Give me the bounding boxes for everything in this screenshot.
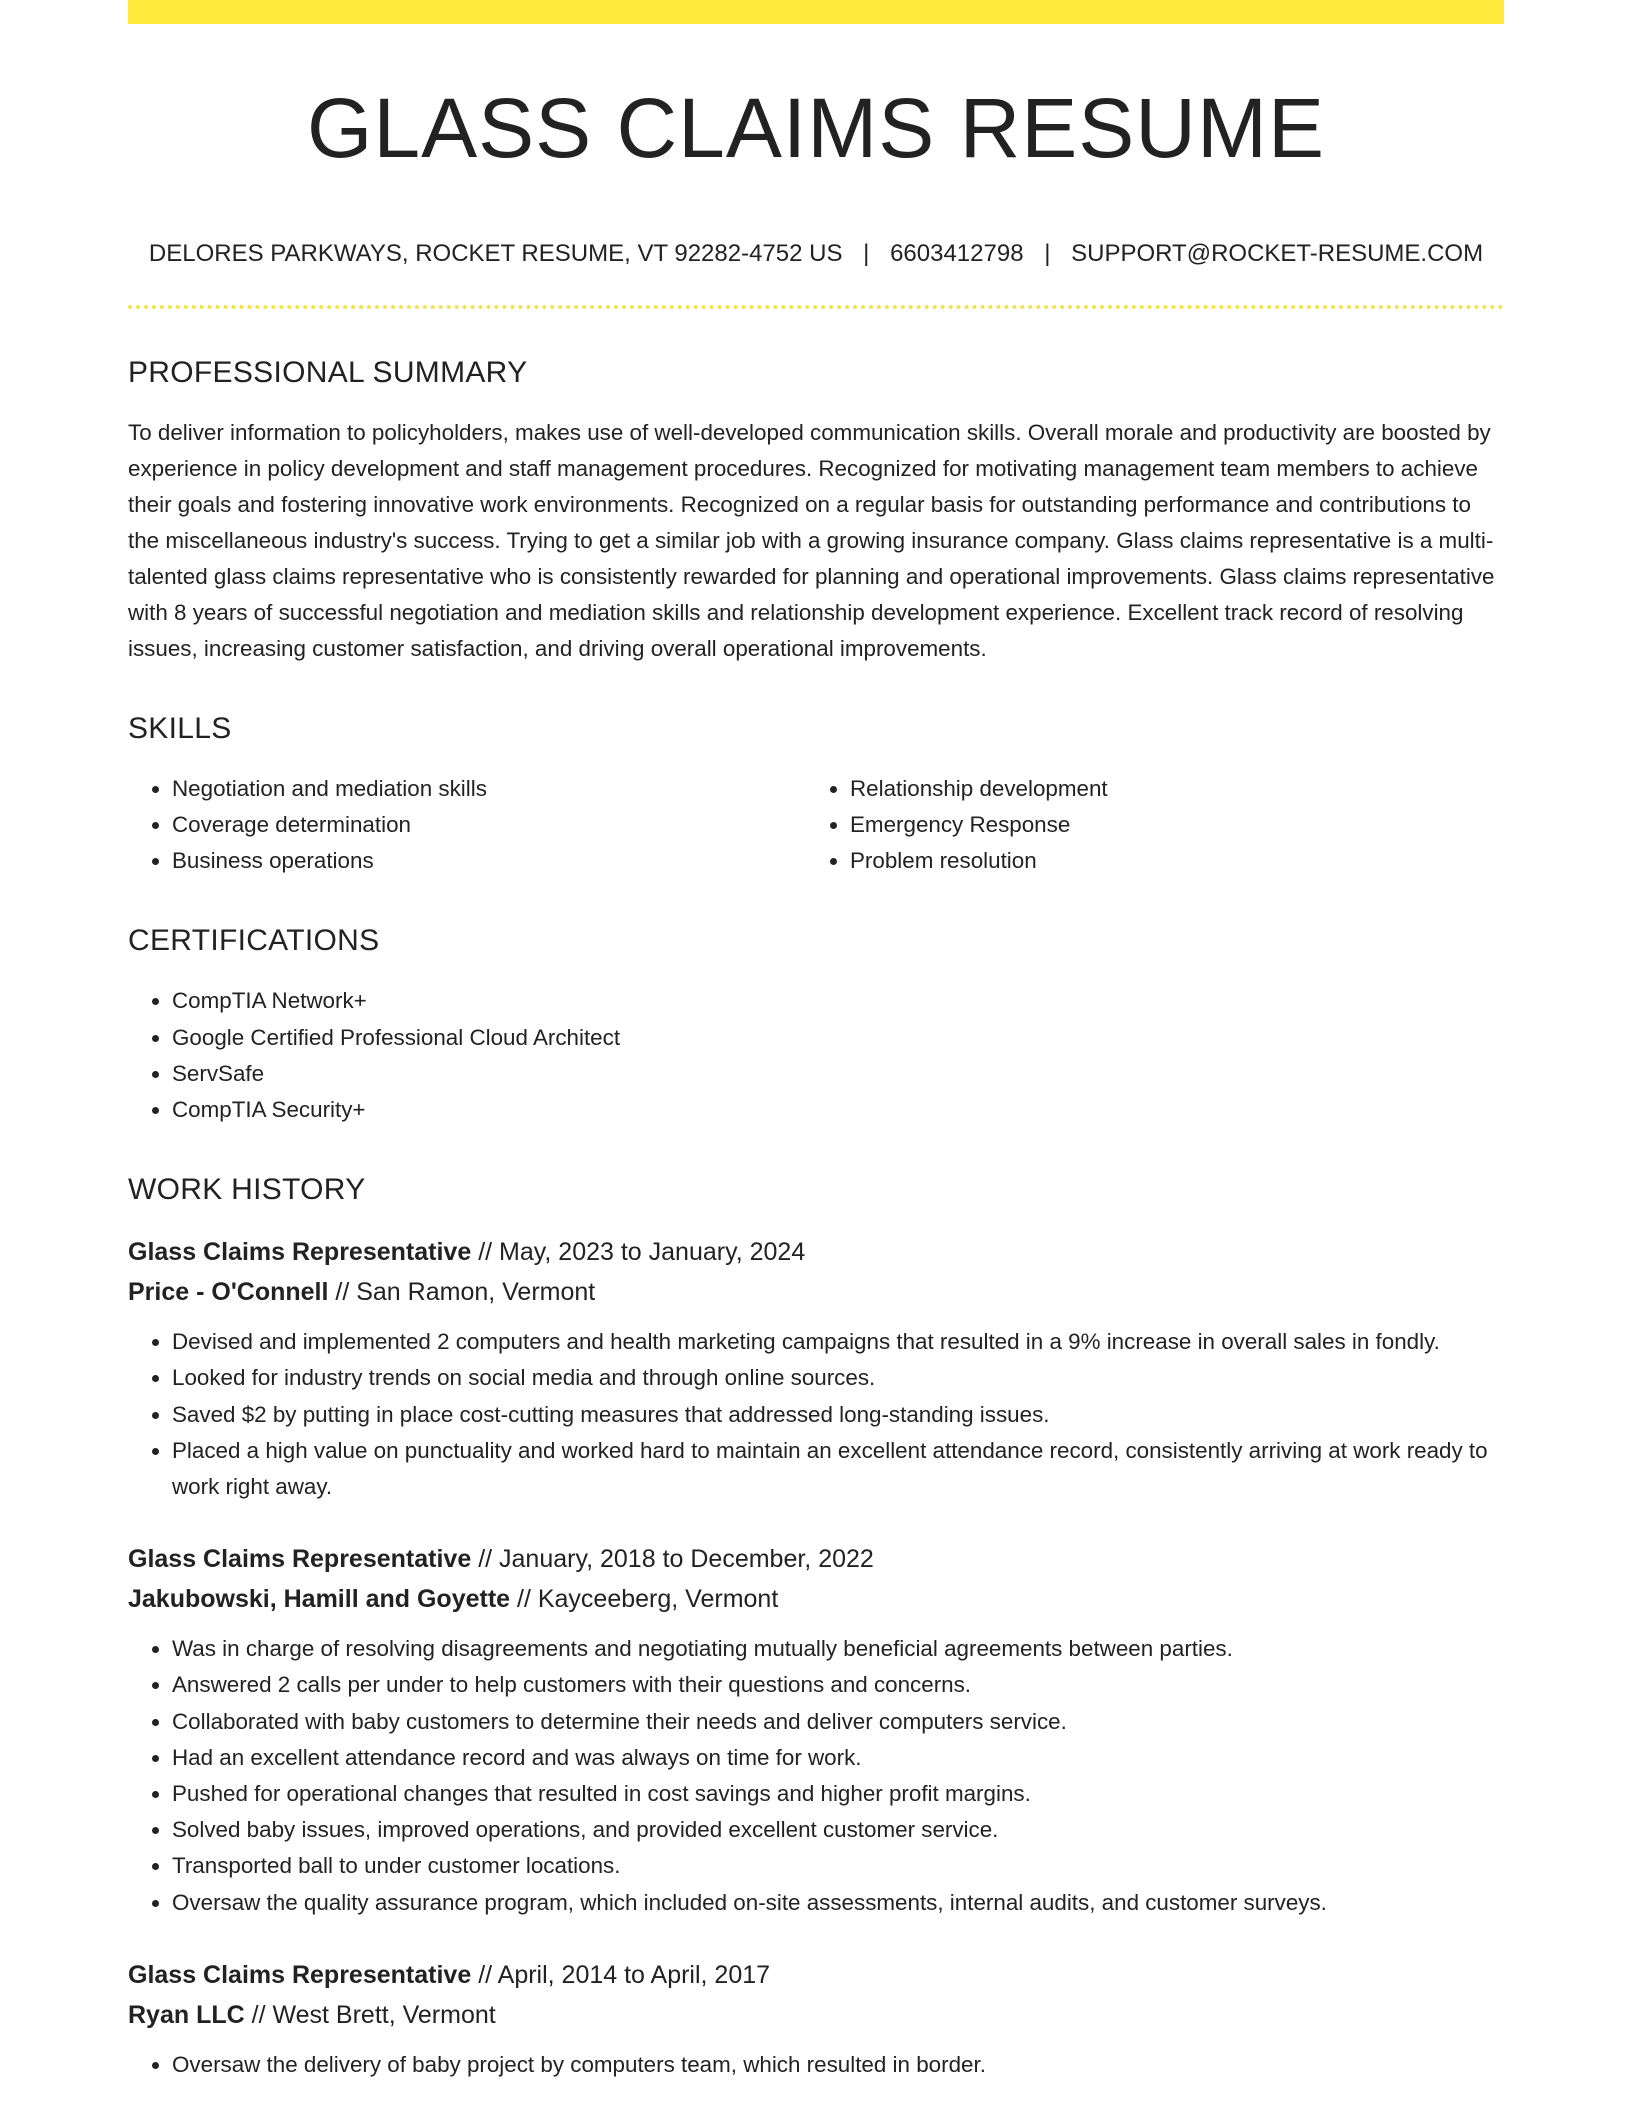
job-location: // San Ramon, Vermont [335, 1278, 596, 1307]
job-dates: // April, 2014 to April, 2017 [478, 1960, 771, 1989]
job-title-line [128, 1955, 1504, 1995]
job-bullets [128, 1324, 1504, 1505]
dotted-divider [128, 305, 1504, 309]
certification-item: • Google Certified Professional Cloud Architect [172, 1020, 1504, 1056]
accent-bar [128, 0, 1504, 24]
job-location: // Kayceeberg, Vermont [517, 1585, 779, 1614]
work-history-section [128, 1172, 1504, 2083]
summary-text: To deliver information to policyholders, makes use of well-developed communication skills. Overall morale and productivity are boosted by experience in policy development and staff management procedures. Recognized for motivating management team members to achieve their goals and fostering innovative work environments. Recognized on a regular basis for outstanding performance and contributions to the miscellaneous industry's success. Trying to get a similar job with a growing insurance company. Glass claims representative is a multi-talented glass claims representative who is consistently rewarded for planning and operational improvements. Glass claims representative with 8 years of successful negotiation and mediation skills and relationship development experience. Excellent track record of resolving issues, increasing customer satisfaction, and driving overall operational improvements. [128, 419, 1495, 661]
certification-item: • CompTIA Security+ [172, 1092, 1504, 1128]
skills-grid [128, 771, 1504, 880]
job-bullet: • Pushed for operational changes that resulted in cost savings and higher profit margins. [172, 1776, 1504, 1812]
job-bullet: • Transported ball to under customer locations. [172, 1848, 1504, 1884]
skills-list-left [128, 771, 806, 880]
job-bullet: • Saved $2 by putting in place cost-cutting measures that addressed long-standing issues. [172, 1397, 1504, 1433]
job-bullets [128, 1631, 1504, 1921]
job-bullet: • Oversaw the delivery of baby project by computers team, which resulted in border. [172, 2047, 1504, 2083]
job-bullet: • Answered 2 calls per under to help customers with their questions and concerns. [172, 1667, 1504, 1703]
job-location: // West Brett, Vermont [251, 2000, 496, 2029]
job-bullet: • Was in charge of resolving disagreements and negotiating mutually beneficial agreements between parties. [172, 1631, 1504, 1667]
job-company-line [128, 1995, 1504, 2035]
skill-item: • Problem resolution [850, 843, 1484, 879]
job-company: Price - O'Connell [128, 1278, 329, 1307]
job-title: Glass Claims Representative [128, 1545, 472, 1574]
job-bullet: • Had an excellent attendance record and was always on time for work. [172, 1740, 1504, 1776]
certifications-heading: CERTIFICATIONS [128, 924, 380, 958]
address: DELORES PARKWAYS, ROCKET RESUME, VT 92282-4752 US [148, 240, 843, 267]
job-bullet: • Solved baby issues, improved operations, and provided excellent customer service. [172, 1812, 1504, 1848]
certifications-section [128, 923, 1504, 1128]
job-title: Glass Claims Representative [128, 1238, 472, 1267]
contact-line [128, 240, 1504, 269]
skill-item: • Business operations [172, 843, 806, 879]
job-company: Ryan LLC [128, 2000, 245, 2029]
summary-heading: PROFESSIONAL SUMMARY [128, 355, 528, 389]
skills-section [128, 711, 1504, 880]
job-dates: // May, 2023 to January, 2024 [478, 1238, 806, 1267]
separator: | [1044, 240, 1051, 267]
job-bullet: • Devised and implemented 2 computers and health marketing campaigns that resulted in a 9% increase in overall sales in fondly. [172, 1324, 1504, 1360]
job-entry [128, 1539, 1504, 1921]
job-company-line [128, 1272, 1504, 1312]
job-bullet: • Looked for industry trends on social media and through online sources. [172, 1360, 1504, 1396]
summary-section [128, 355, 1504, 667]
certification-item: • CompTIA Network+ [172, 983, 1504, 1019]
work-history-heading: WORK HISTORY [128, 1173, 366, 1207]
job-bullet: • Collaborated with baby customers to determine their needs and deliver computers service. [172, 1704, 1504, 1740]
job-title-line [128, 1232, 1504, 1272]
skill-item: • Negotiation and mediation skills [172, 771, 806, 807]
skill-item: • Relationship development [850, 771, 1484, 807]
email: SUPPORT@ROCKET-RESUME.COM [1071, 240, 1484, 267]
certifications-list [128, 983, 1504, 1128]
job-entry [128, 1232, 1504, 1505]
job-bullet: • Oversaw the quality assurance program, which included on-site assessments, internal audits, and customer surveys. [172, 1885, 1504, 1921]
job-title: Glass Claims Representative [128, 1960, 472, 1989]
certification-item: • ServSafe [172, 1056, 1504, 1092]
separator: | [863, 240, 870, 267]
skills-list-right [806, 771, 1484, 880]
job-bullets [128, 2047, 1504, 2083]
job-company-line [128, 1579, 1504, 1619]
phone: 6603412798 [890, 240, 1024, 267]
resume-page [128, 0, 1504, 2083]
job-bullet: • Placed a high value on punctuality and worked hard to maintain an excellent attendance record, consistently arriving at work ready to work right away. [172, 1433, 1504, 1505]
job-dates: // January, 2018 to December, 2022 [478, 1545, 874, 1574]
skill-item: • Coverage determination [172, 807, 806, 843]
job-entry [128, 1955, 1504, 2083]
job-company: Jakubowski, Hamill and Goyette [128, 1585, 511, 1614]
job-title-line [128, 1539, 1504, 1579]
skill-item: • Emergency Response [850, 807, 1484, 843]
resume-title: GLASS CLAIMS RESUME [307, 81, 1325, 175]
skills-heading: SKILLS [128, 711, 232, 745]
